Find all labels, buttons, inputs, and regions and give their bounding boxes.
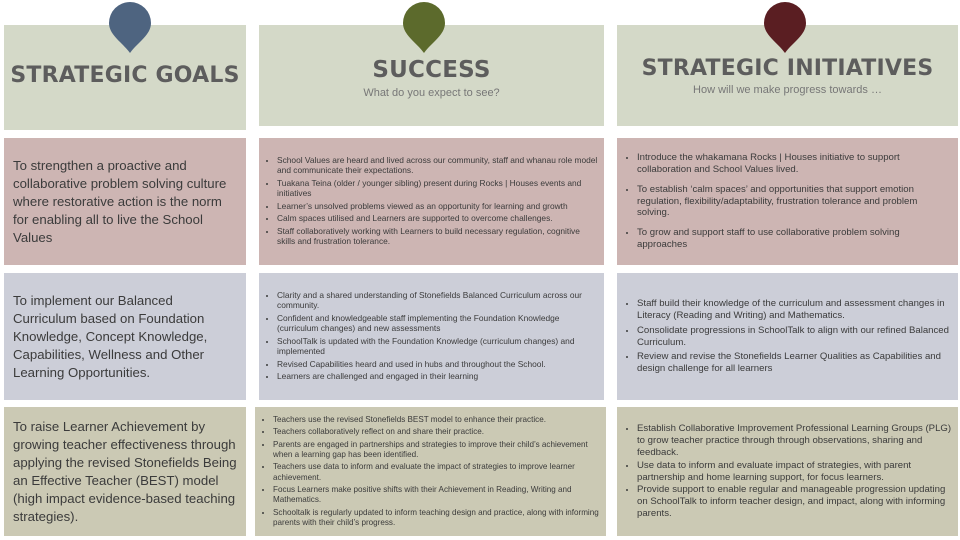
goals-title: STRATEGIC GOALS	[10, 63, 240, 88]
goal-text: To implement our Balanced Curriculum based on Foundation Knowledge, Concept Knowledge, Capabilities, Wellness and Other Learning Opportunities.	[13, 292, 208, 380]
list-item: • Staff build their knowledge of the curriculum and assessment changes in Literacy (Reading and Writing) and Mathematics.	[637, 298, 952, 322]
map-pin-icon	[401, 2, 447, 54]
list-item: • Teachers use data to inform and evaluate the impact of strategies to improve learner achievement.	[273, 462, 600, 482]
list-item: • Establish Collaborative Improvement Professional Learning Groups (PLG) to grow teacher practice through through observations, sharing and feedback.	[637, 423, 952, 458]
success-cell-1	[259, 138, 604, 265]
success-cell-3	[255, 407, 606, 536]
success-subtitle: What do you expect to see?	[363, 87, 500, 99]
initiatives-cell-1	[617, 138, 958, 265]
list-item: • Staff collaboratively working with Learners to build necessary regulation, cognitive skills and frustration tolerance.	[277, 226, 598, 247]
list-item: • Review and revise the Stonefields Learner Qualities as Capabilities and design challenge for all learners	[637, 351, 952, 375]
map-pin-icon	[762, 2, 808, 54]
list-item: • SchoolTalk is updated with the Foundation Knowledge (curriculum changes) and implemented	[277, 336, 598, 357]
list-item: • Schooltalk is regularly updated to inform teaching design and practice, along with informing parents with their child’s progress.	[273, 508, 600, 528]
success-cell-2	[259, 273, 604, 400]
list-item: • To establish ‘calm spaces’ and opportunities that support emotion regulation, flexibility/adaptability, frustration tolerance and problem solving.	[637, 184, 952, 219]
goal-text: To raise Learner Achievement by growing teacher effectiveness through applying the revised Stonefields Being an Effective Teacher (BEST) model (high impact evidence-based teaching strategies).	[13, 418, 237, 524]
list-item: • Focus Learners make positive shifts with their Achievement in Reading, Writing and Mathematics.	[273, 485, 600, 505]
list-item: • Confident and knowledgeable staff implementing the Foundation Knowledge (curriculum changes) and new assessments	[277, 313, 598, 334]
list-item: • Revised Capabilities heard and used in hubs and throughout the School.	[277, 359, 598, 370]
list-item: • Use data to inform and evaluate impact of strategies, with parent partnership and home learning support, for focus learners.	[637, 460, 952, 484]
list-item: • Learner’s unsolved problems viewed as an opportunity for learning and growth	[277, 201, 598, 212]
list-item: • Calm spaces utilised and Learners are supported to overcome challenges.	[277, 213, 598, 224]
goal-cell-2	[4, 273, 246, 400]
success-title: SUCCESS	[372, 57, 491, 83]
list-item: • To grow and support staff to use collaborative problem solving approaches	[637, 227, 952, 251]
goal-cell-1	[4, 138, 246, 265]
list-item: • Parents are engaged in partnerships and strategies to improve their child’s achievement when a learning gap has been identified.	[273, 440, 600, 460]
list-item: • Introduce the whakamana Rocks | Houses initiative to support collaboration and School Values lived.	[637, 152, 952, 176]
initiatives-cell-3	[617, 407, 958, 536]
initiatives-subtitle: How will we make progress towards …	[693, 84, 882, 96]
list-item: • School Values are heard and lived across our community, staff and whanau role model and communicate their expectations.	[277, 155, 598, 176]
list-item: • Learners are challenged and engaged in their learning	[277, 371, 598, 382]
list-item: • Clarity and a shared understanding of Stonefields Balanced Curriculum across our community.	[277, 290, 598, 311]
list-item: • Tuakana Teina (older / younger sibling) present during Rocks | Houses events and initiatives	[277, 178, 598, 199]
list-item: • Teachers use the revised Stonefields BEST model to enhance their practice.	[273, 415, 600, 425]
list-item: • Teachers collaboratively reflect on and share their practice.	[273, 427, 600, 437]
initiatives-cell-2	[617, 273, 958, 400]
goal-text: To strengthen a proactive and collaborative problem solving culture where restorative action is the norm for enabling all to live the School Values	[13, 157, 227, 245]
list-item: • Provide support to enable regular and manageable progression updating on SchoolTalk to inform teacher design, and impact, along with informing parents.	[637, 484, 952, 519]
goal-cell-3	[4, 407, 246, 536]
initiatives-title: STRATEGIC INITIATIVES	[641, 56, 934, 81]
map-pin-icon	[107, 2, 153, 54]
list-item: • Consolidate progressions in SchoolTalk to align with our refined Balanced Curriculum.	[637, 325, 952, 349]
